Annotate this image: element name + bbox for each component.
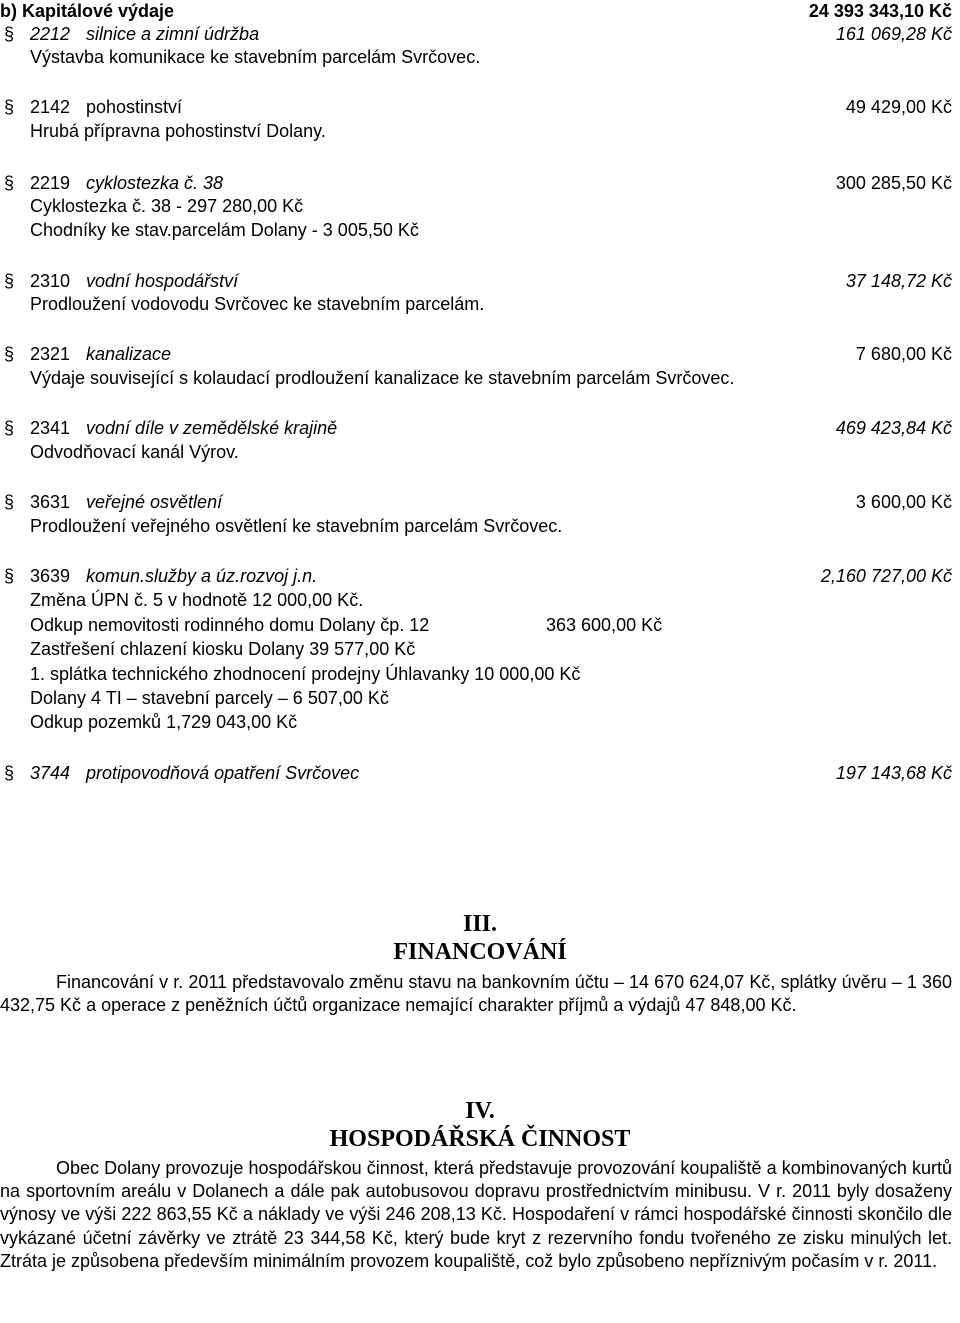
section-total: 24 393 343,10 Kč	[808, 1, 952, 21]
item-name: komun.služby a úz.rozvoj j.n.	[86, 566, 318, 586]
item-code: 3631	[30, 492, 71, 512]
section-sign-icon: §	[4, 418, 15, 438]
item-code: 2219	[30, 173, 71, 193]
item-name: vodní díle v zemědělské krajině	[86, 418, 338, 438]
item-name: veřejné osvětlení	[86, 492, 223, 512]
item-detail: Odkup nemovitosti rodinného domu Dolany čp. 12	[30, 615, 430, 635]
item-amount: 469 423,84 Kč	[835, 418, 952, 438]
section-heading: HOSPODÁŘSKÁ ČINNOST	[329, 1126, 631, 1152]
item-name: vodní hospodářství	[86, 271, 239, 291]
item-name: protipovodňová opatření Svrčovec	[86, 763, 360, 783]
item-detail-amount: 363 600,00 Kč	[546, 615, 663, 635]
section-sign-icon: §	[4, 763, 15, 783]
item-code: 3744	[30, 763, 71, 783]
section-paragraph: Financování v r. 2011 představovalo změnu stavu na bankovním účtu – 14 670 624,07 Kč, splátky úvěru – 1 360 432,75 Kč a operace z peněžních účtů organizace nemající charakter příjmů a výdajů 47 848,00 Kč.	[0, 972, 952, 1016]
section-paragraph: Obec Dolany provozuje hospodářskou činnost, která představuje provozování koupaliště a kombinovaných kurtů na sportovním areálu v Dolanech a dále pak autobusovou dopravu prostřednictvím minibusu. V r. 2011 byly dosaženy výnosy ve výši 222 863,55 Kč a náklady ve výši 246 208,13 Kč. Hospodaření v rámci hospodářské činnosti skončilo dle vykázané účetní závěrky ve ztrátě 23 344,58 Kč, který bude kryt z rezervního fondu tvořeného ze zisku minulých let. Ztráta je způsobena především minimálním provozem koupaliště, což bylo způsobeno nepříznivým počasím v r. 2011.	[0, 1158, 952, 1271]
item-detail: Odkup pozemků 1,729 043,00 Kč	[30, 712, 298, 732]
item-amount: 3 600,00 Kč	[855, 492, 952, 512]
item-detail: Výdaje související s kolaudací prodloužení kanalizace ke stavebním parcelám Svrčovec.	[30, 368, 735, 388]
item-code: 2341	[30, 418, 71, 438]
item-amount: 49 429,00 Kč	[845, 97, 952, 117]
item-code: 2142	[30, 97, 71, 117]
item-code: 3639	[30, 566, 71, 586]
section-sign-icon: §	[4, 271, 15, 291]
item-amount: 2,160 727,00 Kč	[820, 566, 952, 586]
item-detail: Cyklostezka č. 38 - 297 280,00 Kč	[30, 196, 304, 216]
section-sign-icon: §	[4, 566, 15, 586]
section-number: IV.	[465, 1098, 495, 1124]
item-name: pohostinství	[86, 97, 183, 117]
item-detail: Hrubá přípravna pohostinství Dolany.	[30, 121, 326, 141]
item-amount: 197 143,68 Kč	[835, 763, 952, 783]
item-detail: Prodloužení veřejného osvětlení ke stavebním parcelám Svrčovec.	[30, 516, 563, 536]
item-detail: Zastřešení chlazení kiosku Dolany 39 577,00 Kč	[30, 639, 416, 659]
section-heading: FINANCOVÁNÍ	[393, 939, 567, 965]
item-detail: Chodníky ke stav.parcelám Dolany - 3 005,50 Kč	[30, 220, 419, 240]
section-title: b) Kapitálové výdaje	[0, 1, 175, 21]
item-code: 2212	[30, 24, 71, 44]
item-amount: 161 069,28 Kč	[835, 24, 952, 44]
item-name: silnice a zimní údržba	[86, 24, 260, 44]
section-number: III.	[462, 911, 498, 937]
item-amount: 7 680,00 Kč	[855, 344, 952, 364]
section-sign-icon: §	[4, 492, 15, 512]
item-detail: 1. splátka technického zhodnocení prodejny Úhlavanky 10 000,00 Kč	[30, 664, 581, 684]
section-sign-icon: §	[4, 173, 15, 193]
section-sign-icon: §	[4, 24, 15, 44]
item-code: 2310	[30, 271, 71, 291]
item-amount: 37 148,72 Kč	[845, 271, 952, 291]
item-name: kanalizace	[86, 344, 172, 364]
item-detail: Odvodňovací kanál Výrov.	[30, 442, 239, 462]
item-amount: 300 285,50 Kč	[835, 173, 952, 193]
item-detail: Změna ÚPN č. 5 v hodnotě 12 000,00 Kč.	[30, 590, 364, 610]
item-code: 2321	[30, 344, 71, 364]
section-sign-icon: §	[4, 344, 15, 364]
item-detail: Dolany 4 TI – stavební parcely – 6 507,00 Kč	[30, 688, 389, 708]
item-detail: Prodloužení vodovodu Svrčovec ke stavebním parcelám.	[30, 294, 485, 314]
item-detail: Výstavba komunikace ke stavebním parcelám Svrčovec.	[30, 47, 481, 67]
item-name: cyklostezka č. 38	[86, 173, 224, 193]
section-sign-icon: §	[4, 97, 15, 117]
